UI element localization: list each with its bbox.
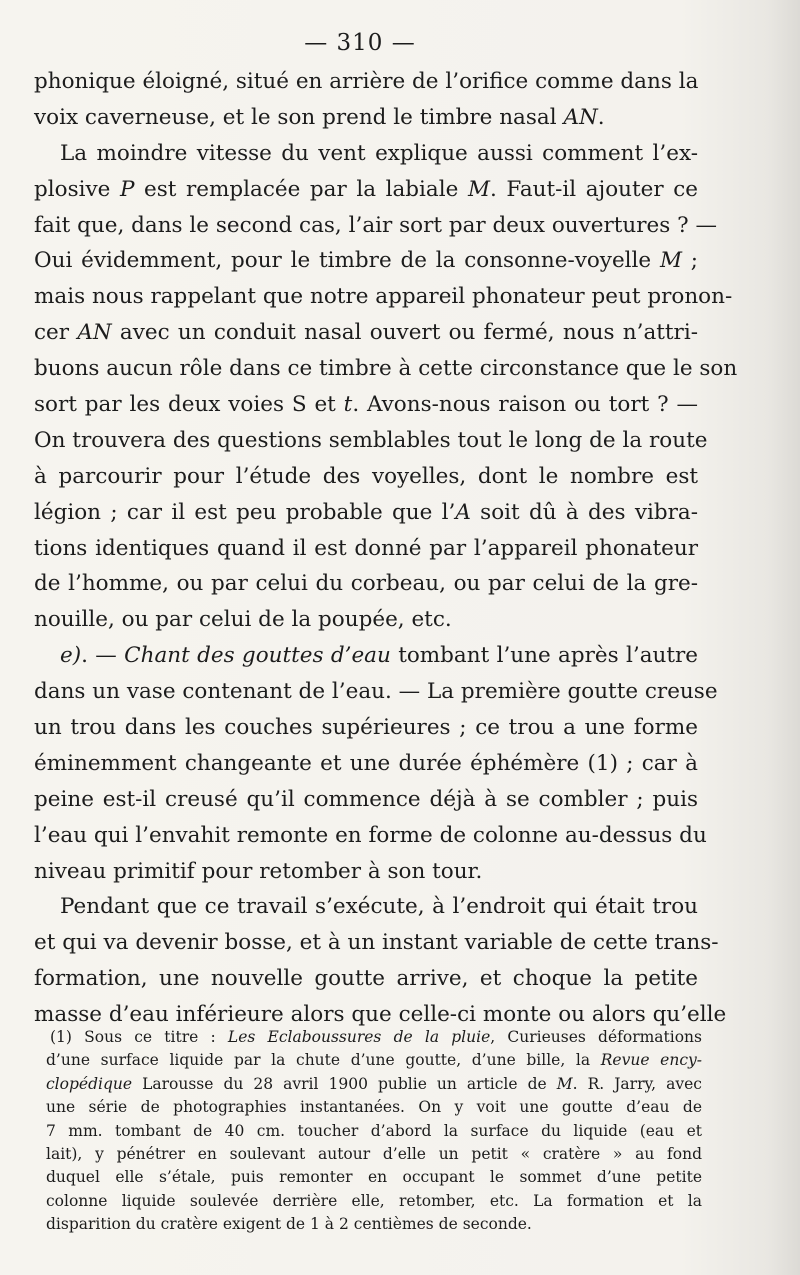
text-line: phonique éloigné, situé en arrière de l’orifice comme dans la (34, 69, 699, 94)
text-line: masse d’eau inférieure alors que celle-ci monte ou alors qu’elle (34, 1002, 727, 1028)
text-line: fait que, dans le second cas, l’air sort par deux ouvertures ? — (34, 212, 717, 238)
text-line: e). — Chant des gouttes d’eau tombant l’une après l’autre (60, 643, 699, 669)
footnote-line: disparition du cratère exigent de 1 à 2 centièmes de seconde. (46, 1215, 532, 1234)
text-line: l’eau qui l’envahit remonte en forme de colonne au-dessus du (34, 822, 707, 848)
footnote-line: clopédique Larousse du 28 avril 1900 publie un article de M. R. Jarry, avec (46, 1074, 702, 1093)
page-number: — 310 — (304, 30, 416, 56)
text-line: tions identiques quand il est donné par l’appareil phonateur (34, 535, 698, 561)
text-line: de l’homme, ou par celui du corbeau, ou par celui de la gre- (34, 571, 698, 597)
text-line: plosive P est remplacée par la labiale M. Faut-il ajouter ce (34, 176, 698, 202)
text-line: à parcourir pour l’étude des voyelles, dont le nombre est (34, 463, 698, 489)
text-line: La moindre vitesse du vent explique aussi comment l’ex- (60, 140, 698, 166)
footnote-line: (1) Sous ce titre : Les Eclaboussures de la pluie, Curieuses déformations (50, 1028, 702, 1046)
footnote (46, 1026, 702, 1237)
text-line: Oui évidemment, pour le timbre de la consonne-voyelle M ; (34, 248, 698, 274)
text-line: sort par les deux voies S et t. Avons-nous raison ou tort ? — (34, 392, 698, 418)
text-line: légion ; car il est peu probable que l’A soit dû à des vibra- (34, 499, 699, 525)
footnote-line: une série de photographies instantanées. On y voit une goutte d’eau de (46, 1098, 702, 1117)
text-line: dans un vase contenant de l’eau. — La première goutte creuse (34, 679, 718, 705)
text-line: buons aucun rôle dans ce timbre à cette circonstance que le son (34, 356, 738, 382)
text-line: niveau primitif pour retomber à son tour. (34, 858, 483, 884)
footnote-line: duquel elle s’étale, puis remonter en occupant le sommet d’une petite (46, 1168, 702, 1187)
text-line: nouille, ou par celui de la poupée, etc. (34, 607, 452, 633)
text-line: Pendant que ce travail s’exécute, à l’endroit qui était trou (60, 894, 698, 920)
text-line: et qui va devenir bosse, et à un instant variable de cette trans- (34, 930, 719, 956)
text-line: On trouvera des questions semblables tout le long de la route (34, 427, 708, 453)
text-line: voix caverneuse, et le son prend le timbre nasal AN. (34, 104, 605, 130)
footnote-line: d’une surface liquide par la chute d’une goutte, d’une bille, la Revue ency- (46, 1051, 702, 1070)
text-line: un trou dans les couches supérieures ; ce trou a une forme (34, 715, 698, 741)
text-line: cer AN avec un conduit nasal ouvert ou fermé, nous n’attri- (34, 320, 698, 346)
text-line: mais nous rappelant que notre appareil phonateur peut pronon- (34, 284, 733, 310)
footnote-line: lait), y pénétrer en soulevant autour d’elle un petit « cratère » au fond (46, 1144, 702, 1163)
text-line: formation, une nouvelle goutte arrive, et choque la petite (34, 966, 698, 992)
footnote-line: 7 mm. tombant de 40 cm. toucher d’abord la surface du liquide (eau et (46, 1121, 702, 1140)
body-text (34, 64, 738, 1033)
footnote-line: colonne liquide soulevée derrière elle, retomber, etc. La formation et la (46, 1191, 702, 1210)
text-line: peine est-il creusé qu’il commence déjà à se combler ; puis (34, 786, 698, 812)
text-line: éminemment changeante et une durée éphémère (1) ; car à (34, 750, 698, 776)
